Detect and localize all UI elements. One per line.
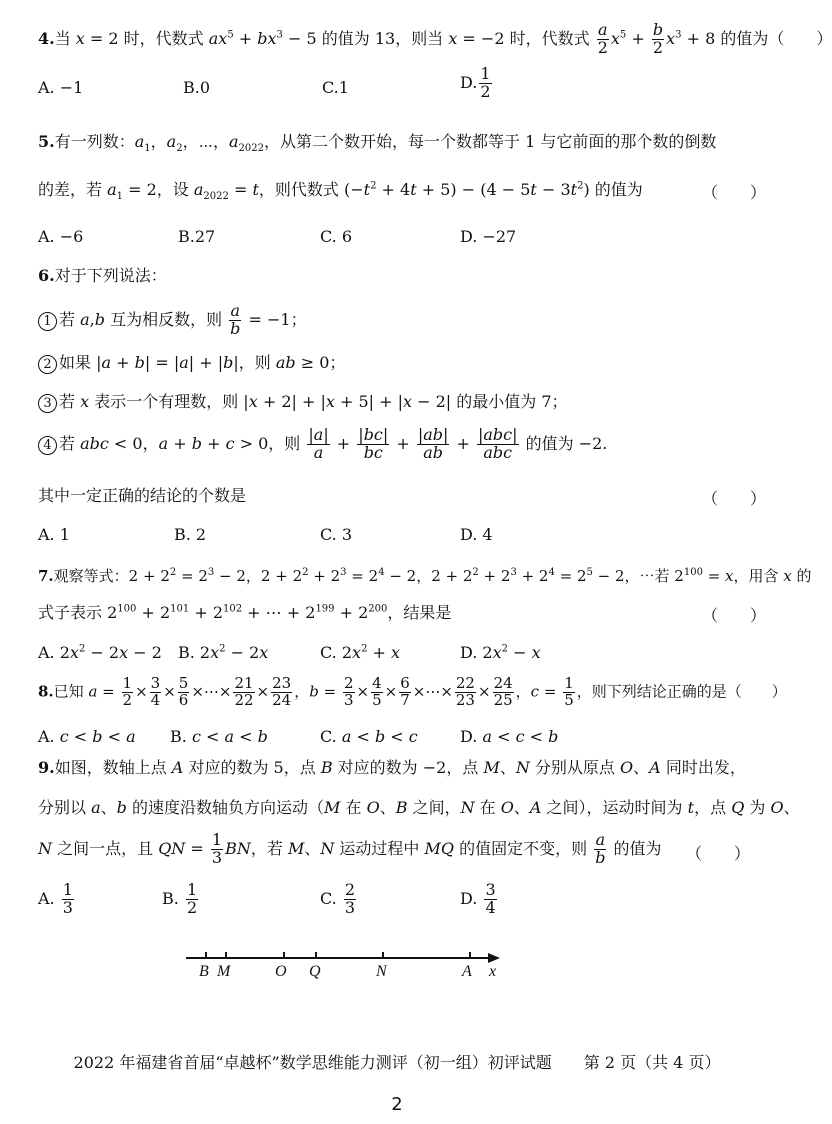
option-b: B.27 <box>178 227 216 246</box>
option-d: D. 4 <box>460 525 493 544</box>
option-a: A. $\frac{1}{3}$ <box>38 880 73 917</box>
question-intro: 对于下列说法： <box>54 266 167 285</box>
option-c: C. 3 <box>320 525 353 544</box>
question-number: 4. <box>38 28 55 48</box>
axis-label-O: O <box>275 963 287 980</box>
option-a: A. $2x^2 - 2x - 2$ <box>38 643 162 662</box>
page-footer <box>0 1050 794 1073</box>
axis-label-Q: Q <box>309 963 321 980</box>
question-6-intro <box>38 266 167 285</box>
option-a: A. −6 <box>38 227 84 246</box>
question-9-line-1: 9.如图，数轴上点 A 对应的数为 5，点 B 对应的数为 −2，点 M、N 分别从原点 O、A 同时出发， <box>38 758 746 777</box>
option-a: A. −1 <box>38 78 84 97</box>
option-d: D. $2x^2 - x$ <box>460 643 541 662</box>
question-6-conclusion: 其中一定正确的结论的个数是 <box>38 486 247 505</box>
question-number: 7. <box>38 567 54 585</box>
question-7-line-1: 7.观察等式：$2 + 2^2 = 2^3 - 2$，$2 + 2^2 + 2^3 = 2^4 - 2$，$2 + 2^2 + 2^3 + 2^4 = 2^5 - 2$，⋯若 $2^{100} = x$，用含 x 的 <box>38 567 812 585</box>
question-7-line-2: 式子表示 $2^{100} + 2^{101} + 2^{102}$ + ⋯ + $2^{199} + 2^{200}$，结果是 <box>38 603 452 622</box>
option-b: B. $2x^2 - 2x$ <box>178 643 269 662</box>
option-b: B. 2 <box>174 525 207 544</box>
option-a: A. c < b < a <box>38 727 136 746</box>
statement-1: 1 若 a,b 互为相反数，则 $\frac{a}{b}$ = −1； <box>38 303 307 338</box>
axis-label-x: x <box>489 963 497 980</box>
option-c: C. $\frac{2}{3}$ <box>320 880 356 917</box>
option-c: C.1 <box>322 78 349 97</box>
question-number: 6. <box>38 266 55 285</box>
axis-label-N: N <box>376 963 387 980</box>
axis-arrow <box>488 953 500 963</box>
axis-label-M: M <box>217 963 231 980</box>
option-d: D. $\frac{1}{2}$ <box>460 64 491 101</box>
option-c: C. $2x^2 + x$ <box>320 643 401 662</box>
answer-parentheses: （ ） <box>686 844 751 863</box>
statement-3: 3 若 x 表示一个有理数，则 |x + 2| + |x + 5| + |x − 2| 的最小值为 7； <box>38 392 568 413</box>
question-5-line-2: 的差，若 $a_1 = 2$，设 $a_{2022} = t$，则代数式 $(-t^2 + 4t + 5) - (4 - 5t - 3t^2)$ 的值为 <box>38 180 643 203</box>
option-b: B. $\frac{1}{2}$ <box>162 880 198 917</box>
question-number: 5. <box>38 132 55 151</box>
question-8-stem: 8.已知 a = $\frac{1}{2}$ × $\frac{3}{4}$ × $\frac{5}{6}$ ×⋯× $\frac{21}{22}$ × $\frac{23}{24}$ ，b = $\frac{2}{3}$ × $\frac{4}{5}$ × $\frac{6}{7}$ ×⋯× $\frac{22}{23}$ × $\frac{24}{25}$ ，c = $\frac{1}{5}$ ，则下列结论正确的是（ ） <box>38 674 787 709</box>
question-number: 8. <box>38 682 54 701</box>
question-9-line-2: 分别以 a、b 的速度沿数轴负方向运动（M 在 O、B 之间，N 在 O、A 之间），运动时间为 t，点 Q 为 O、 <box>38 798 800 817</box>
page-number: 2 <box>391 1094 403 1115</box>
option-d: D. $\frac{3}{4}$ <box>460 880 496 917</box>
option-a: A. 1 <box>38 525 70 544</box>
footer-page-info: 第 2 页（共 4 页） <box>583 1053 721 1072</box>
option-b: B.0 <box>183 78 211 97</box>
option-c: C. 6 <box>320 227 353 246</box>
number-line-figure <box>180 944 510 984</box>
option-d: D. −27 <box>460 227 517 246</box>
footer-title: 2022 年福建省首届“卓越杯”数学思维能力测评（初一组）初评试题 <box>73 1053 552 1072</box>
answer-parentheses: （ ） <box>702 606 767 625</box>
option-d: D. a < c < b <box>460 727 559 746</box>
statement-2: 2 如果 |a + b| = |a| + |b|，则 ab ≥ 0； <box>38 353 345 374</box>
question-4-stem: 4.当 x = 2 时，代数式 $ax^5 + bx^3 - 5$ 的值为 13，则当 x = −2 时，代数式 $\frac{a}{2}$ $x^5$ + $\frac{b}{2}$ $x^3 + 8$ 的值为（ ） <box>38 20 832 57</box>
option-b: B. c < a < b <box>170 727 268 746</box>
statement-4: 4 若 abc < 0，a + b + c > 0，则 $\frac{|a|}{a}$ + $\frac{|bc|}{bc}$ + $\frac{|ab|}{ab}$ + |abc| abc 的值为 −2. <box>38 427 607 462</box>
axis-label-A: A <box>462 963 472 980</box>
answer-parentheses: （ ） <box>702 183 767 202</box>
answer-parentheses: （ ） <box>702 489 767 508</box>
question-number: 9. <box>38 758 55 777</box>
question-9-line-3: N 之间一点，且 QN = $\frac{1}{3}$ BN，若 M、N 运动过程中 MQ 的值固定不变，则 $\frac{a}{b}$ 的值为 <box>38 830 662 867</box>
question-5-line-1: 5.有一列数：$a_1$，$a_2$，⋯，$a_{2022}$，从第二个数开始，每一个数都等于 1 与它前面的那个数的倒数 <box>38 132 717 155</box>
axis-label-B: B <box>199 963 209 980</box>
option-c: C. a < b < c <box>320 727 418 746</box>
